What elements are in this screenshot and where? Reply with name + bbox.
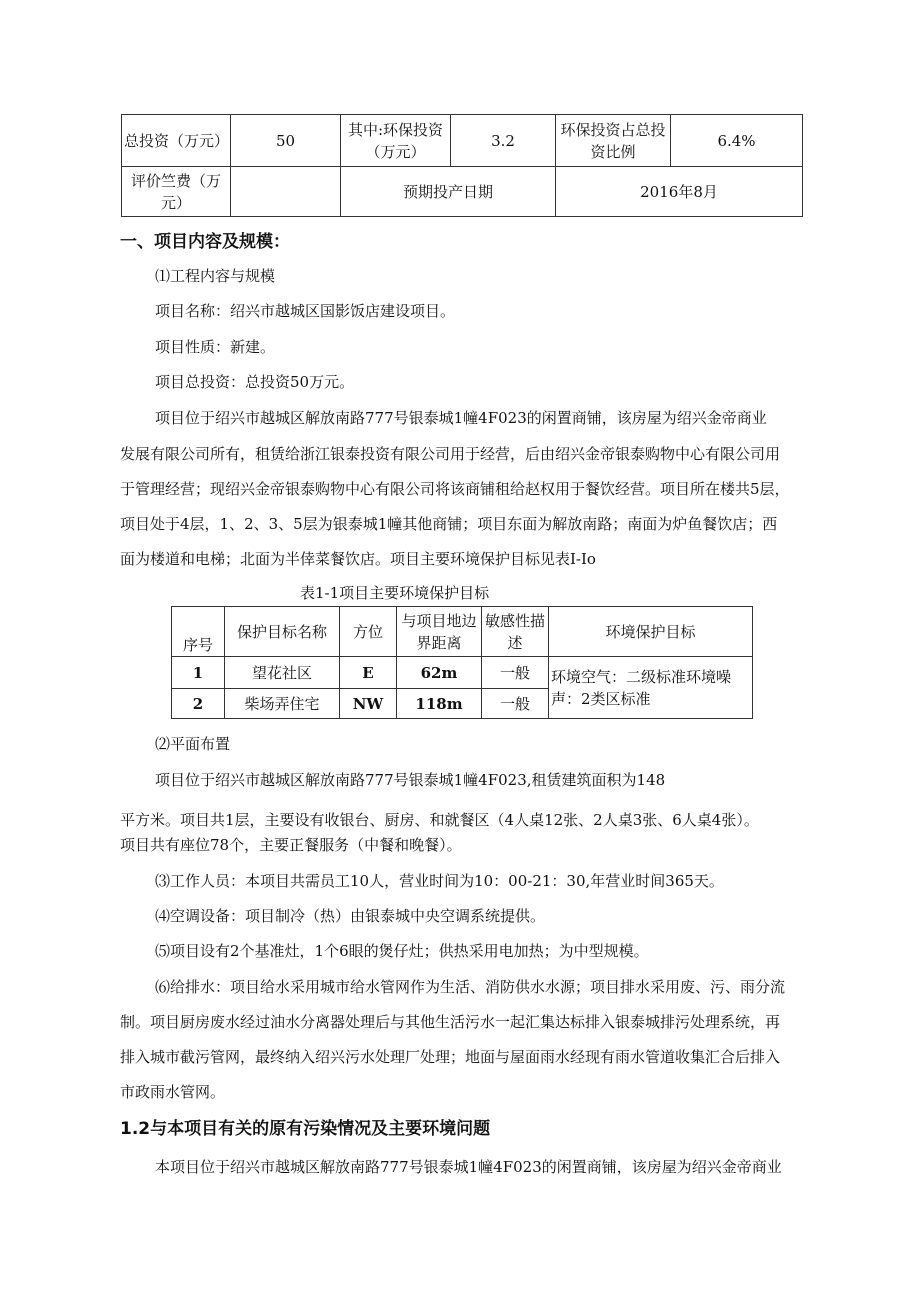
section-heading: 1.2与本项目有关的原有污染情况及主要环境问题 — [120, 1119, 491, 1139]
paragraph-line: 项目共有座位78个，主要正餐服务（中餐和晚餐）。 — [120, 836, 462, 854]
paragraph: ⑷空调设备：项目制冷（热）由银泰城中央空调系统提供。 — [155, 907, 546, 925]
cell: 望花社区 — [225, 657, 340, 689]
paragraph-line: 面为楼道和电梯；北面为半倖菜餐饮店。项目主要环境保护目标见表I-Io — [120, 550, 596, 568]
cell: 预期投产日期 — [341, 167, 556, 217]
paragraph: ⑸项目设有2个基准灶，1个6眼的煲仔灶；供热采用电加热；为中型规模。 — [155, 942, 649, 960]
paragraph-line: 发展有限公司所有，租赁给浙江银泰投资有限公司用于经营，后由绍兴金帝银泰购物中心有限公司用 — [120, 445, 781, 463]
paragraph-line: 市政雨水管网。 — [120, 1083, 226, 1101]
cell: 1 — [172, 657, 225, 689]
cell: 一般 — [482, 689, 549, 719]
header-cell: 敏感性描述 — [482, 607, 549, 657]
cell: 6.4% — [671, 115, 803, 167]
cell — [231, 167, 341, 217]
paragraph-line: 排入城市截污管网，最终纳入绍兴污水处理厂处理；地面与屋面雨水经现有雨水管道收集汇合后排入 — [120, 1048, 781, 1066]
paragraph-line: 项目位于绍兴市越城区解放南路777号银泰城1幢4F023,租赁建筑面积为148 — [155, 771, 666, 789]
paragraph: ⑶工作人员：本项目共需员工10人，营业时间为10：00-21：30,年营业时间365天。 — [155, 872, 724, 890]
cell: 环保投资占总投资比例 — [556, 115, 671, 167]
cell: 118m — [397, 689, 482, 719]
header-cell: 序号 — [172, 607, 225, 657]
header-cell: 与项目地边界距离 — [397, 607, 482, 657]
cell: 总投资（万元） — [122, 115, 231, 167]
cell: 62m — [397, 657, 482, 689]
summary-table — [121, 114, 803, 217]
table-caption: 表1-1项目主要环境保护目标 — [300, 584, 490, 602]
cell: 环境空气：二级标准环境噪声：2类区标准 — [549, 657, 753, 719]
cell: NW — [340, 689, 397, 719]
cell: 一般 — [482, 657, 549, 689]
header-cell: 保护目标名称 — [225, 607, 340, 657]
paragraph: 项目名称：绍兴市越城区国影饭店建设项目。 — [155, 302, 456, 320]
paragraph-line: 于管理经营；现绍兴金帝银泰购物中心有限公司将该商铺租给赵权用于餐饮经营。项目所在楼共5层， — [120, 480, 790, 498]
header-cell: 环境保护目标 — [549, 607, 753, 657]
cell: E — [340, 657, 397, 689]
paragraph-line: 项目处于4层，1、2、3、5层为银泰城1幢其他商铺；项目东面为解放南路；南面为炉鱼餐饮店；西 — [120, 515, 778, 533]
cell: 50 — [231, 115, 341, 167]
cell: 2 — [172, 689, 225, 719]
cell: 其中:环保投资（万元） — [341, 115, 451, 167]
paragraph-line: ⑹给排水：项目给水采用城市给水管网作为生活、消防供水水源；项目排水采用废、污、雨分流 — [155, 978, 786, 996]
paragraph: 项目总投资：总投资50万元。 — [155, 373, 355, 391]
paragraph-line: 项目位于绍兴市越城区解放南路777号银泰城1幢4F023的闲置商铺，该房屋为绍兴金帝商业 — [155, 409, 767, 427]
header-cell: 方位 — [340, 607, 397, 657]
section-heading: 一、项目内容及规模： — [120, 232, 290, 252]
paragraph-line: 平方米。项目共1层，主要设有收银台、厨房、和就餐区（4人桌12张、2人桌3张、6人桌4张）。 — [120, 811, 759, 829]
cell: 评价竺费（万元） — [122, 167, 231, 217]
paragraph: 项目性质：新建。 — [155, 338, 276, 356]
cell: 2016年8月 — [556, 167, 803, 217]
cell: 柴场弄住宅 — [225, 689, 340, 719]
subheading: ⑴工程内容与规模 — [155, 267, 276, 285]
cell: 3.2 — [451, 115, 556, 167]
protection-target-table — [171, 606, 753, 719]
paragraph-line: 本项目位于绍兴市越城区解放南路777号银泰城1幢4F023的闲置商铺，该房屋为绍兴金帝商业 — [155, 1158, 782, 1176]
subheading: ⑵平面布置 — [155, 735, 231, 753]
paragraph-line: 制。项目厨房废水经过油水分离器处理后与其他生活污水一起汇集达标排入银泰城排污处理系统，再 — [120, 1013, 781, 1031]
